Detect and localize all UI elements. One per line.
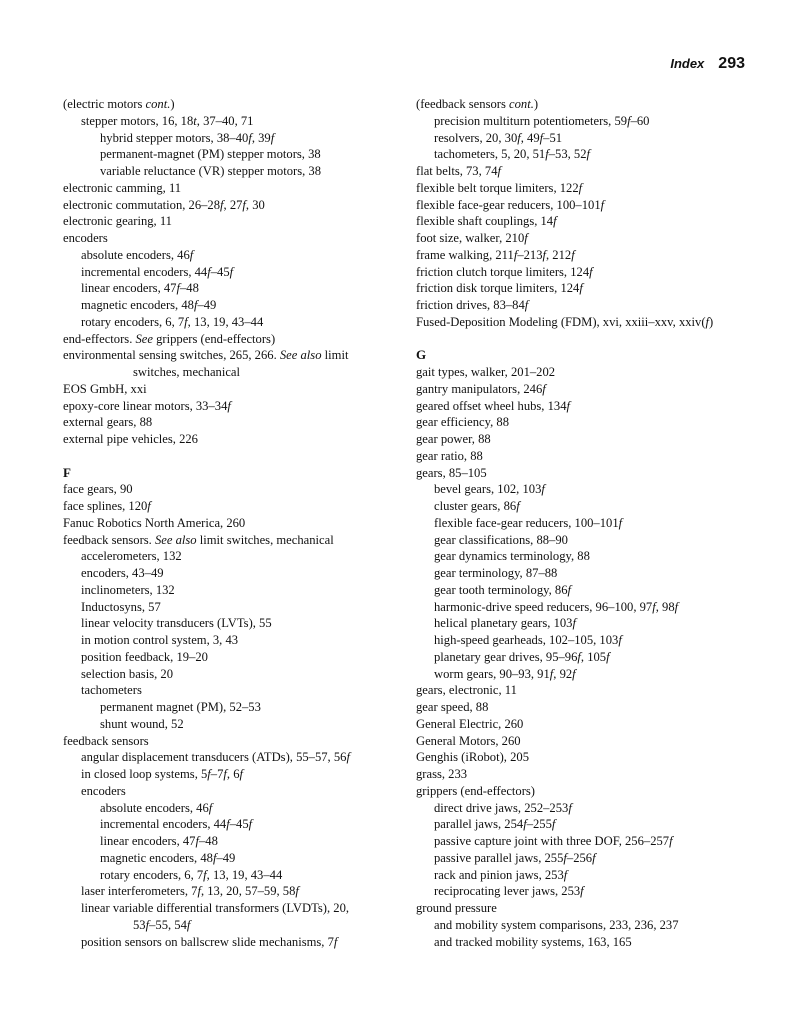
index-subentry: encoders, 43–49 [81, 566, 164, 580]
index-entry: epoxy-core linear motors, 33–34f [63, 398, 231, 413]
index-subentry: position sensors on ballscrew slide mechanisms, 7f [81, 934, 338, 949]
index-entry: gear speed, 88 [416, 700, 489, 714]
index-entry: friction clutch torque limiters, 124f [416, 264, 593, 279]
section-letter-heading: F [63, 464, 71, 480]
index-entry: Fused-Deposition Modeling (FDM), xvi, xxiii–xxv, xxiv(f) [416, 314, 714, 329]
index-entry: flexible face-gear reducers, 100–101f [416, 197, 605, 212]
page-number: 293 [718, 55, 745, 72]
index-subentry: gear tooth terminology, 86f [434, 582, 571, 597]
index-subentry: direct drive jaws, 252–253f [434, 800, 572, 815]
index-entry: ground pressure [416, 901, 497, 915]
index-subentry: shunt wound, 52 [100, 716, 184, 731]
index-entry: face splines, 120f [63, 499, 151, 513]
index-subentry: incremental encoders, 44f–45f [100, 817, 253, 832]
index-subentry: in closed loop systems, 5f–7f, 6f [81, 767, 243, 781]
index-entry: flexible belt torque limiters, 122f [416, 180, 583, 195]
section-gap [416, 331, 761, 348]
index-subentry: gear dynamics terminology, 88 [434, 549, 590, 564]
index-entry: flexible shaft couplings, 14f [416, 214, 557, 229]
index-subentry: rotary encoders, 6, 7f, 13, 19, 43–44 [100, 867, 283, 882]
index-subentry: harmonic-drive speed reducers, 96–100, 97f, 98f [434, 599, 679, 614]
index-entry: external gears, 88 [63, 415, 153, 430]
index-subentry: linear velocity transducers (LVTs), 55 [81, 616, 272, 631]
index-entry: frame walking, 211f–213f, 212f [416, 247, 575, 262]
index-entry: foot size, walker, 210f [416, 231, 528, 245]
index-subentry: helical planetary gears, 103f [434, 616, 576, 631]
index-subentry: position feedback, 19–20 [81, 649, 208, 664]
index-subentry: gear terminology, 87–88 [434, 566, 558, 580]
index-entry: feedback sensors [63, 733, 149, 748]
index-subentry: resolvers, 20, 30f, 49f–51 [434, 130, 563, 145]
index-entry: electronic gearing, 11 [63, 214, 172, 229]
index-subentry: selection basis, 20 [81, 666, 173, 681]
index-subentry: inclinometers, 132 [81, 582, 175, 597]
index-subentry: reciprocating lever jaws, 253f [434, 884, 584, 899]
index-subentry: magnetic encoders, 48f–49 [100, 850, 236, 865]
index-subentry: angular displacement transducers (ATDs), 55–57, 56f [81, 750, 350, 765]
index-entry: (feedback sensors cont.) [416, 97, 539, 111]
index-entry: end-effectors. See grippers (end-effectors) [63, 331, 276, 346]
index-entry: gait types, walker, 201–202 [416, 365, 556, 379]
index-subentry: parallel jaws, 254f–255f [434, 817, 556, 832]
index-entry: electronic camming, 11 [63, 180, 182, 195]
index-entry: gears, electronic, 11 [416, 683, 517, 698]
index-subentry: worm gears, 90–93, 91f, 92f [434, 666, 576, 681]
index-subentry: hybrid stepper motors, 38–40f, 39f [100, 130, 275, 145]
index-subentry: planetary gear drives, 95–96f, 105f [434, 649, 610, 664]
index-entry: gear power, 88 [416, 432, 491, 446]
index-subentry: linear encoders, 47f–48 [81, 281, 199, 296]
index-entry: face gears, 90 [63, 482, 133, 497]
index-subentry: passive capture joint with three DOF, 256–257f [434, 834, 673, 848]
index-subentry: laser interferometers, 7f, 13, 20, 57–59, 58f [81, 884, 299, 899]
index-entry: external pipe vehicles, 226 [63, 432, 198, 446]
index-subentry: permanent-magnet (PM) stepper motors, 38 [100, 147, 321, 162]
index-entry: gears, 85–105 [416, 465, 487, 480]
index-entry: friction drives, 83–84f [416, 298, 529, 312]
index-subentry: linear encoders, 47f–48 [100, 834, 218, 848]
index-subentry: tachometers, 5, 20, 51f–53, 52f [434, 147, 590, 162]
index-subentry: bevel gears, 102, 103f [434, 482, 545, 497]
index-entry: environmental sensing switches, 265, 266. See also limit [63, 348, 349, 363]
index-subentry: and mobility system comparisons, 233, 236, 237 [434, 917, 679, 932]
index-subentry: incremental encoders, 44f–45f [81, 264, 234, 279]
index-entry: grippers (end-effectors) [416, 783, 536, 798]
index-subentry: absolute encoders, 46f [81, 247, 194, 262]
index-column-right [416, 96, 761, 950]
index-subentry: Inductosyns, 57 [81, 599, 161, 614]
index-subentry: gear classifications, 88–90 [434, 532, 568, 547]
index-entry: (electric motors cont.) [63, 97, 175, 111]
index-subentry: 53f–55, 54f [133, 917, 191, 932]
index-subentry: and tracked mobility systems, 163, 165 [434, 934, 632, 949]
section-gap [63, 448, 408, 465]
index-subentry: linear variable differential transformers (LVDTs), 20, [81, 901, 350, 915]
index-entry: grass, 233 [416, 767, 468, 781]
index-entry: flat belts, 73, 74f [416, 164, 501, 178]
index-entry: electronic commutation, 26–28f, 27f, 30 [63, 197, 265, 212]
index-entry: encoders [63, 231, 108, 245]
index-subentry: stepper motors, 16, 18t, 37–40, 71 [81, 113, 254, 128]
index-subentry: absolute encoders, 46f [100, 800, 213, 815]
index-entry: EOS GmbH, xxi [63, 381, 147, 396]
index-subentry: permanent magnet (PM), 52–53 [100, 700, 261, 714]
index-subentry: in motion control system, 3, 43 [81, 633, 239, 647]
index-subentry: variable reluctance (VR) stepper motors, 38 [100, 164, 322, 178]
running-header [670, 55, 745, 73]
index-subentry: precision multiturn potentiometers, 59f–60 [434, 113, 650, 128]
index-subentry: encoders [81, 783, 126, 798]
index-entry: Genghis (iRobot), 205 [416, 750, 529, 765]
index-subentry: rack and pinion jaws, 253f [434, 867, 568, 882]
index-entry: gear efficiency, 88 [416, 415, 510, 430]
index-subentry: tachometers [81, 683, 142, 698]
index-subentry: flexible face-gear reducers, 100–101f [434, 515, 623, 530]
index-entry: General Motors, 260 [416, 733, 521, 748]
index-subentry: passive parallel jaws, 255f–256f [434, 850, 596, 865]
index-subentry: cluster gears, 86f [434, 499, 520, 513]
index-entry: Fanuc Robotics North America, 260 [63, 515, 246, 530]
index-subentry: high-speed gearheads, 102–105, 103f [434, 633, 622, 647]
index-subentry: magnetic encoders, 48f–49 [81, 298, 217, 312]
index-entry: geared offset wheel hubs, 134f [416, 398, 570, 413]
index-entry: General Electric, 260 [416, 716, 524, 731]
index-subentry: switches, mechanical [133, 365, 241, 379]
section-label: Index [670, 56, 705, 71]
index-entry: friction disk torque limiters, 124f [416, 281, 583, 296]
index-entry: gantry manipulators, 246f [416, 381, 546, 396]
index-subentry: rotary encoders, 6, 7f, 13, 19, 43–44 [81, 314, 264, 329]
section-letter-heading: G [416, 347, 427, 363]
index-subentry: accelerometers, 132 [81, 549, 182, 564]
index-entry: feedback sensors. See also limit switches, mechanical [63, 532, 334, 547]
index-entry: gear ratio, 88 [416, 448, 483, 463]
index-column-left [63, 96, 408, 950]
